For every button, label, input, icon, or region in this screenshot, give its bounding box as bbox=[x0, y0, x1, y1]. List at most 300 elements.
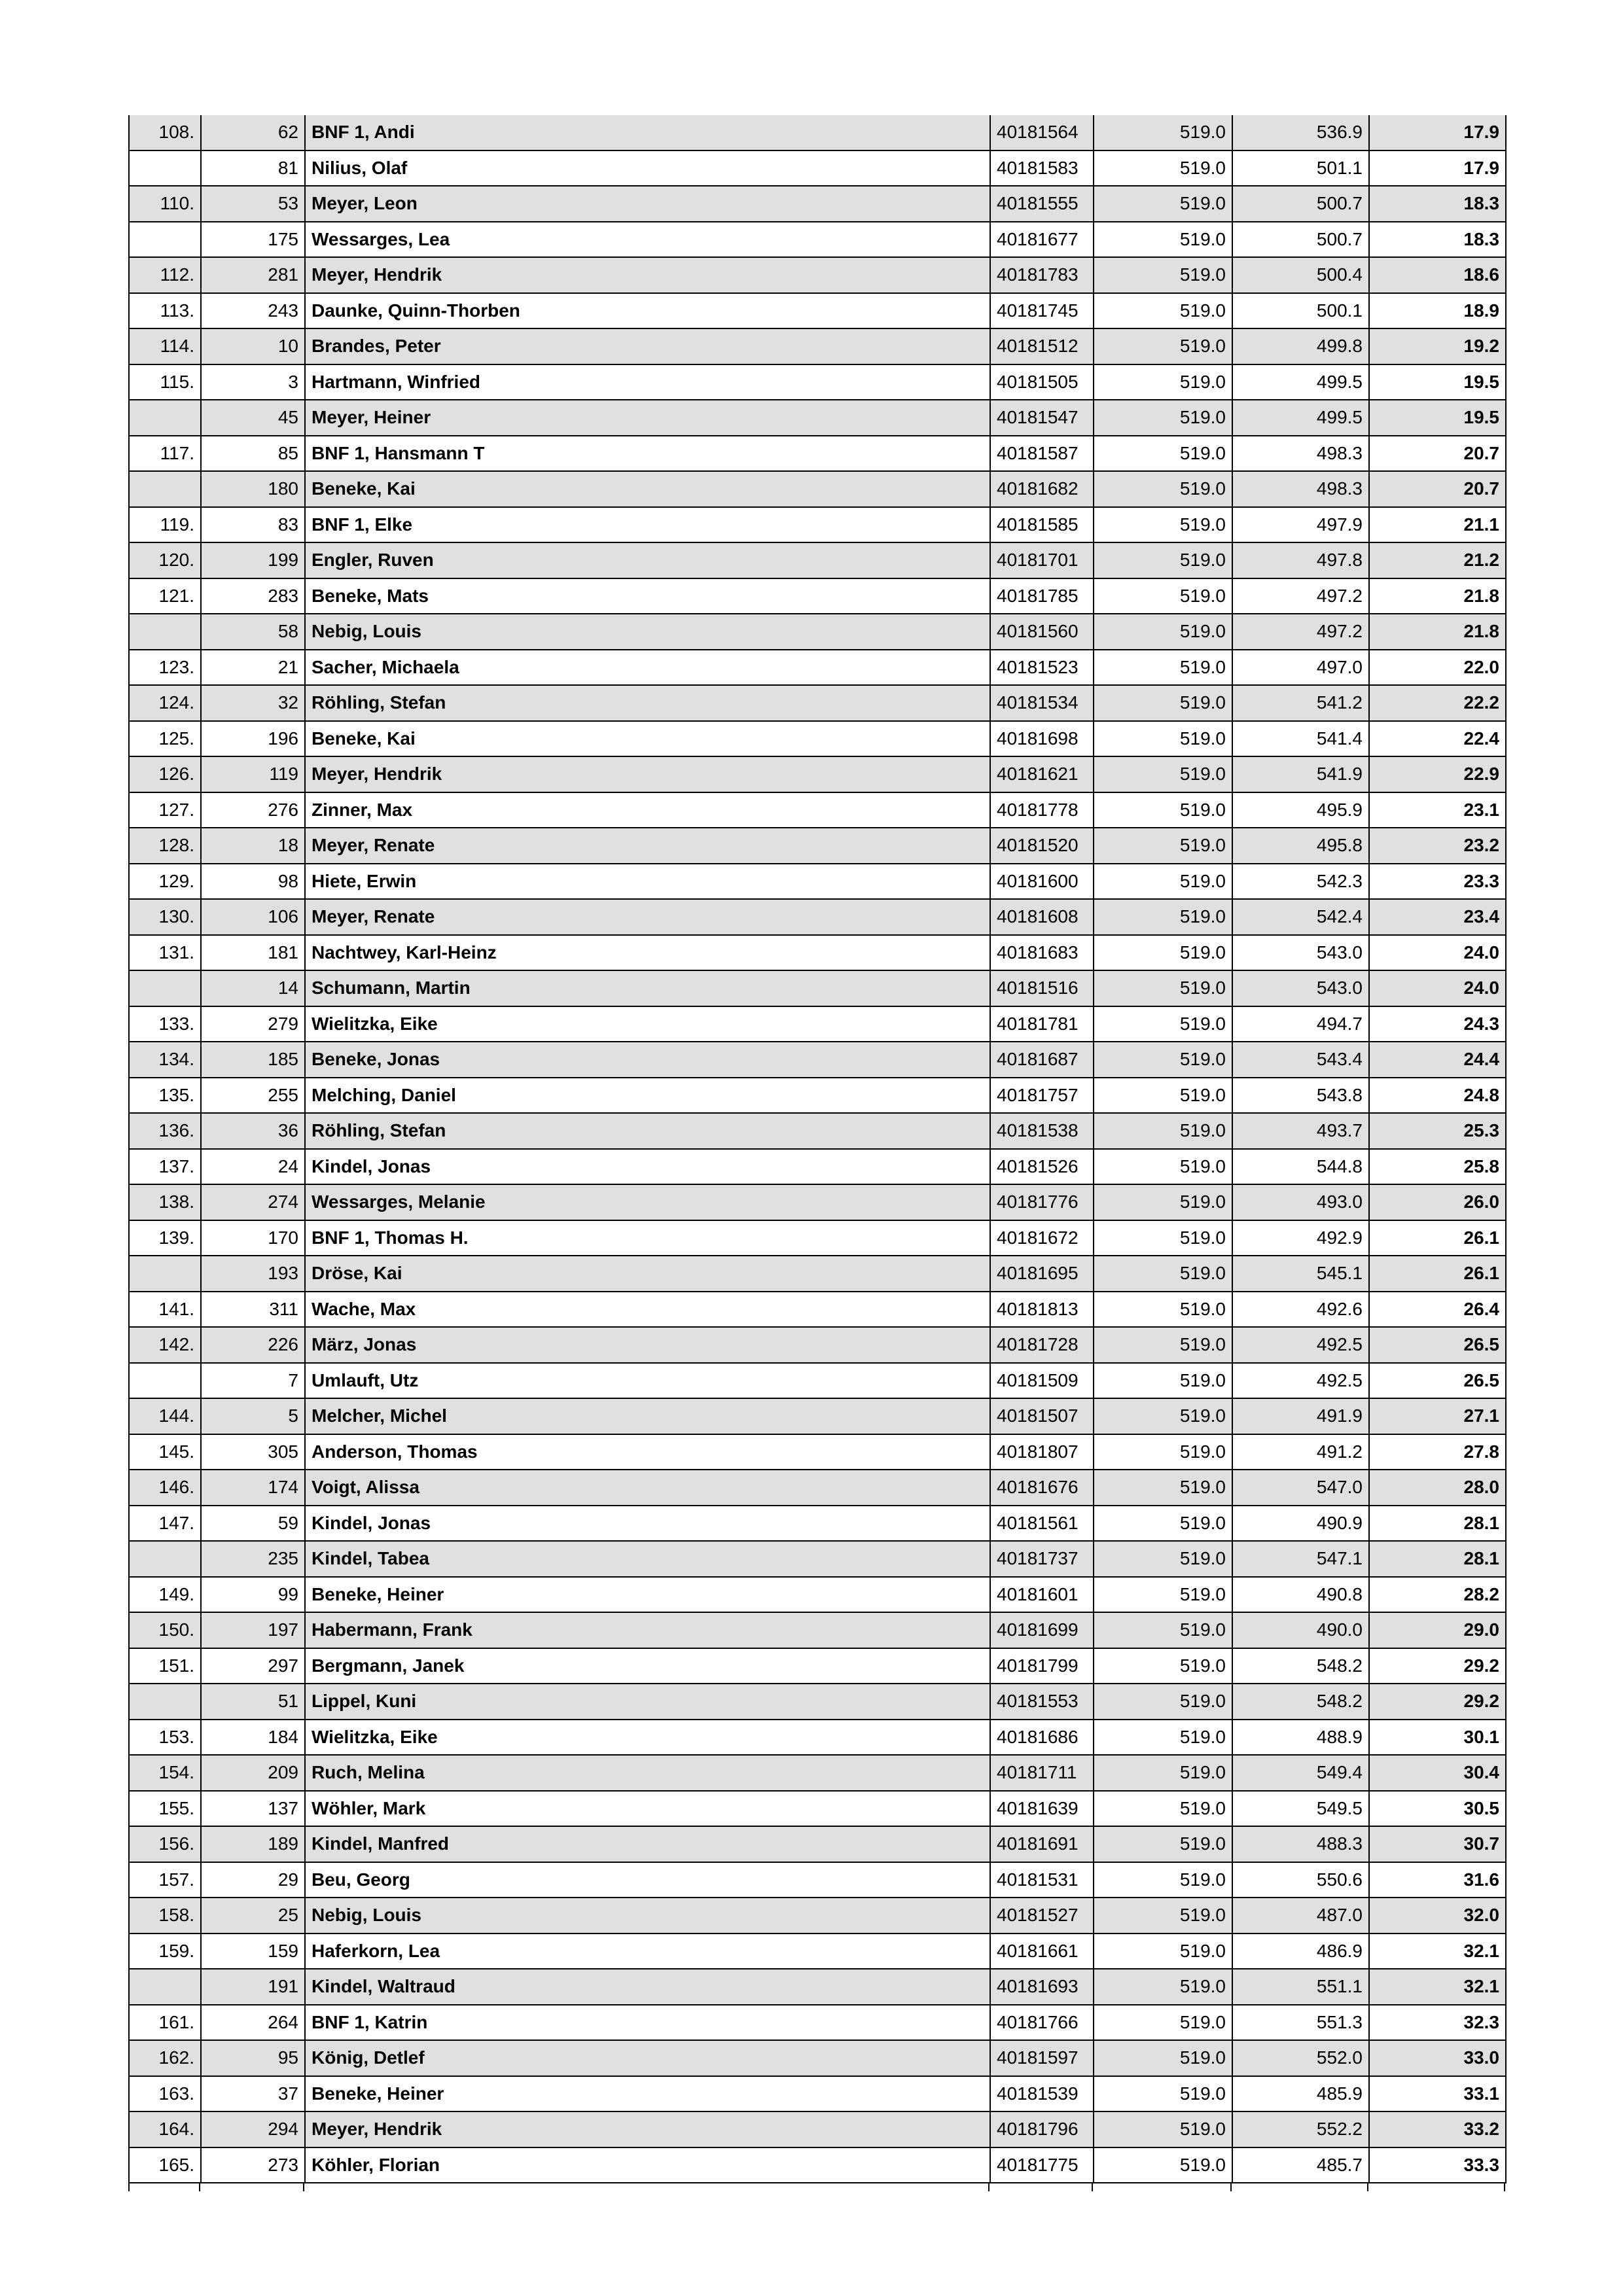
target-value-cell: 519.0 bbox=[1094, 115, 1232, 150]
target-value-cell: 519.0 bbox=[1094, 328, 1232, 364]
member-id-cell: 40181600 bbox=[990, 864, 1094, 900]
start-number-cell: 81 bbox=[201, 150, 305, 186]
start-number-cell: 264 bbox=[201, 2005, 305, 2041]
result-value-cell: 491.9 bbox=[1232, 1398, 1369, 1434]
target-value-cell: 519.0 bbox=[1094, 1826, 1232, 1862]
table-row bbox=[129, 1434, 1506, 1470]
result-value-cell: 492.9 bbox=[1232, 1220, 1369, 1256]
table-row bbox=[129, 1934, 1506, 1969]
name-cell: Wessarges, Lea bbox=[305, 222, 990, 258]
table-row bbox=[129, 364, 1506, 400]
rank-cell: 150. bbox=[129, 1612, 201, 1648]
deviation-cell: 33.2 bbox=[1369, 2111, 1506, 2147]
rank-cell: 142. bbox=[129, 1327, 201, 1363]
name-cell: Wessarges, Melanie bbox=[305, 1184, 990, 1220]
member-id-cell: 40181520 bbox=[990, 828, 1094, 864]
name-cell: März, Jonas bbox=[305, 1327, 990, 1363]
target-value-cell: 519.0 bbox=[1094, 1791, 1232, 1827]
name-cell: Beneke, Jonas bbox=[305, 1042, 990, 1078]
table-row bbox=[129, 1470, 1506, 1506]
deviation-cell: 18.9 bbox=[1369, 293, 1506, 329]
deviation-cell: 26.0 bbox=[1369, 1184, 1506, 1220]
start-number-cell: 36 bbox=[201, 1113, 305, 1149]
deviation-cell: 19.5 bbox=[1369, 400, 1506, 436]
rank-cell: 157. bbox=[129, 1862, 201, 1898]
target-value-cell: 519.0 bbox=[1094, 150, 1232, 186]
start-number-cell: 58 bbox=[201, 614, 305, 650]
member-id-cell: 40181781 bbox=[990, 1006, 1094, 1042]
member-id-cell: 40181796 bbox=[990, 2111, 1094, 2147]
target-value-cell: 519.0 bbox=[1094, 1042, 1232, 1078]
start-number-cell: 209 bbox=[201, 1755, 305, 1791]
result-value-cell: 551.1 bbox=[1232, 1969, 1369, 2005]
name-cell: Daunke, Quinn-Thorben bbox=[305, 293, 990, 329]
table-row bbox=[129, 1184, 1506, 1220]
result-value-cell: 486.9 bbox=[1232, 1934, 1369, 1969]
rank-cell: 155. bbox=[129, 1791, 201, 1827]
name-cell: Lippel, Kuni bbox=[305, 1684, 990, 1720]
rank-cell: 146. bbox=[129, 1470, 201, 1506]
deviation-cell: 31.6 bbox=[1369, 1862, 1506, 1898]
name-cell: BNF 1, Andi bbox=[305, 115, 990, 150]
table-row bbox=[129, 1648, 1506, 1684]
member-id-cell: 40181583 bbox=[990, 150, 1094, 186]
start-number-cell: 5 bbox=[201, 1398, 305, 1434]
start-number-cell: 59 bbox=[201, 1506, 305, 1542]
table-row bbox=[129, 2111, 1506, 2147]
start-number-cell: 24 bbox=[201, 1149, 305, 1185]
result-value-cell: 498.3 bbox=[1232, 436, 1369, 472]
rank-cell: 163. bbox=[129, 2076, 201, 2112]
start-number-cell: 18 bbox=[201, 828, 305, 864]
deviation-cell: 28.0 bbox=[1369, 1470, 1506, 1506]
result-value-cell: 488.9 bbox=[1232, 1720, 1369, 1756]
member-id-cell: 40181807 bbox=[990, 1434, 1094, 1470]
start-number-cell: 199 bbox=[201, 542, 305, 578]
table-row bbox=[129, 507, 1506, 543]
target-value-cell: 519.0 bbox=[1094, 2076, 1232, 2112]
result-value-cell: 500.1 bbox=[1232, 293, 1369, 329]
deviation-cell: 26.1 bbox=[1369, 1256, 1506, 1292]
rank-cell bbox=[129, 1969, 201, 2005]
name-cell: Meyer, Hendrik bbox=[305, 257, 990, 293]
member-id-cell: 40181711 bbox=[990, 1755, 1094, 1791]
member-id-cell: 40181799 bbox=[990, 1648, 1094, 1684]
target-value-cell: 519.0 bbox=[1094, 257, 1232, 293]
rank-cell bbox=[129, 614, 201, 650]
start-number-cell: 175 bbox=[201, 222, 305, 258]
deviation-cell: 26.5 bbox=[1369, 1327, 1506, 1363]
result-value-cell: 493.0 bbox=[1232, 1184, 1369, 1220]
deviation-cell: 21.1 bbox=[1369, 507, 1506, 543]
rank-cell bbox=[129, 970, 201, 1006]
target-value-cell: 519.0 bbox=[1094, 721, 1232, 757]
start-number-cell: 137 bbox=[201, 1791, 305, 1827]
rank-cell: 158. bbox=[129, 1898, 201, 1934]
table-row bbox=[129, 899, 1506, 935]
target-value-cell: 519.0 bbox=[1094, 756, 1232, 792]
member-id-cell: 40181766 bbox=[990, 2005, 1094, 2041]
target-value-cell: 519.0 bbox=[1094, 1862, 1232, 1898]
rank-cell bbox=[129, 150, 201, 186]
start-number-cell: 25 bbox=[201, 1898, 305, 1934]
rank-cell bbox=[129, 471, 201, 507]
member-id-cell: 40181534 bbox=[990, 685, 1094, 721]
rank-cell: 138. bbox=[129, 1184, 201, 1220]
table-row bbox=[129, 1506, 1506, 1542]
table-row bbox=[129, 115, 1506, 150]
start-number-cell: 273 bbox=[201, 2147, 305, 2183]
table-row bbox=[129, 1898, 1506, 1934]
target-value-cell: 519.0 bbox=[1094, 1506, 1232, 1542]
name-cell: BNF 1, Katrin bbox=[305, 2005, 990, 2041]
name-cell: Haferkorn, Lea bbox=[305, 1934, 990, 1969]
table-row bbox=[129, 328, 1506, 364]
result-value-cell: 542.3 bbox=[1232, 864, 1369, 900]
result-value-cell: 543.4 bbox=[1232, 1042, 1369, 1078]
table-row bbox=[129, 721, 1506, 757]
name-cell: Anderson, Thomas bbox=[305, 1434, 990, 1470]
target-value-cell: 519.0 bbox=[1094, 1720, 1232, 1756]
rank-cell: 125. bbox=[129, 721, 201, 757]
deviation-cell: 24.3 bbox=[1369, 1006, 1506, 1042]
start-number-cell: 119 bbox=[201, 756, 305, 792]
name-cell: Nilius, Olaf bbox=[305, 150, 990, 186]
deviation-cell: 23.2 bbox=[1369, 828, 1506, 864]
result-value-cell: 550.6 bbox=[1232, 1862, 1369, 1898]
table-row bbox=[129, 1755, 1506, 1791]
rank-cell bbox=[129, 1363, 201, 1399]
result-value-cell: 497.2 bbox=[1232, 614, 1369, 650]
target-value-cell: 519.0 bbox=[1094, 1612, 1232, 1648]
result-value-cell: 487.0 bbox=[1232, 1898, 1369, 1934]
deviation-cell: 18.6 bbox=[1369, 257, 1506, 293]
result-value-cell: 547.0 bbox=[1232, 1470, 1369, 1506]
deviation-cell: 26.4 bbox=[1369, 1292, 1506, 1328]
result-value-cell: 497.0 bbox=[1232, 650, 1369, 686]
start-number-cell: 276 bbox=[201, 792, 305, 828]
table-row bbox=[129, 1006, 1506, 1042]
start-number-cell: 159 bbox=[201, 1934, 305, 1969]
name-cell: Meyer, Leon bbox=[305, 186, 990, 222]
start-number-cell: 185 bbox=[201, 1042, 305, 1078]
table-row bbox=[129, 1969, 1506, 2005]
result-value-cell: 495.8 bbox=[1232, 828, 1369, 864]
deviation-cell: 33.3 bbox=[1369, 2147, 1506, 2183]
start-number-cell: 174 bbox=[201, 1470, 305, 1506]
member-id-cell: 40181585 bbox=[990, 507, 1094, 543]
deviation-cell: 22.4 bbox=[1369, 721, 1506, 757]
member-id-cell: 40181698 bbox=[990, 721, 1094, 757]
rank-cell: 120. bbox=[129, 542, 201, 578]
name-cell: Kindel, Jonas bbox=[305, 1506, 990, 1542]
start-number-cell: 62 bbox=[201, 115, 305, 150]
target-value-cell: 519.0 bbox=[1094, 828, 1232, 864]
deviation-cell: 18.3 bbox=[1369, 186, 1506, 222]
result-value-cell: 551.3 bbox=[1232, 2005, 1369, 2041]
results-table-body bbox=[129, 115, 1506, 2183]
start-number-cell: 181 bbox=[201, 935, 305, 971]
target-value-cell: 519.0 bbox=[1094, 2040, 1232, 2076]
name-cell: Wielitzka, Eike bbox=[305, 1006, 990, 1042]
member-id-cell: 40181776 bbox=[990, 1184, 1094, 1220]
deviation-cell: 25.8 bbox=[1369, 1149, 1506, 1185]
start-number-cell: 7 bbox=[201, 1363, 305, 1399]
deviation-cell: 30.1 bbox=[1369, 1720, 1506, 1756]
rank-cell: 127. bbox=[129, 792, 201, 828]
target-value-cell: 519.0 bbox=[1094, 400, 1232, 436]
target-value-cell: 519.0 bbox=[1094, 1398, 1232, 1434]
member-id-cell: 40181757 bbox=[990, 1078, 1094, 1114]
rank-cell: 124. bbox=[129, 685, 201, 721]
target-value-cell: 519.0 bbox=[1094, 1149, 1232, 1185]
member-id-cell: 40181597 bbox=[990, 2040, 1094, 2076]
start-number-cell: 180 bbox=[201, 471, 305, 507]
result-value-cell: 485.7 bbox=[1232, 2147, 1369, 2183]
member-id-cell: 40181564 bbox=[990, 115, 1094, 150]
rank-cell: 139. bbox=[129, 1220, 201, 1256]
member-id-cell: 40181783 bbox=[990, 257, 1094, 293]
member-id-cell: 40181775 bbox=[990, 2147, 1094, 2183]
rank-cell: 141. bbox=[129, 1292, 201, 1328]
result-value-cell: 543.0 bbox=[1232, 970, 1369, 1006]
name-cell: Engler, Ruven bbox=[305, 542, 990, 578]
name-cell: Dröse, Kai bbox=[305, 1256, 990, 1292]
rank-cell bbox=[129, 1684, 201, 1720]
member-id-cell: 40181693 bbox=[990, 1969, 1094, 2005]
table-row bbox=[129, 222, 1506, 258]
start-number-cell: 45 bbox=[201, 400, 305, 436]
start-number-cell: 184 bbox=[201, 1720, 305, 1756]
deviation-cell: 26.1 bbox=[1369, 1220, 1506, 1256]
target-value-cell: 519.0 bbox=[1094, 1648, 1232, 1684]
start-number-cell: 14 bbox=[201, 970, 305, 1006]
table-row bbox=[129, 685, 1506, 721]
name-cell: Wielitzka, Eike bbox=[305, 1720, 990, 1756]
member-id-cell: 40181785 bbox=[990, 578, 1094, 614]
name-cell: Zinner, Max bbox=[305, 792, 990, 828]
rank-cell: 145. bbox=[129, 1434, 201, 1470]
deviation-cell: 32.1 bbox=[1369, 1934, 1506, 1969]
target-value-cell: 519.0 bbox=[1094, 1292, 1232, 1328]
target-value-cell: 519.0 bbox=[1094, 970, 1232, 1006]
start-number-cell: 305 bbox=[201, 1434, 305, 1470]
name-cell: Röhling, Stefan bbox=[305, 685, 990, 721]
member-id-cell: 40181523 bbox=[990, 650, 1094, 686]
deviation-cell: 33.1 bbox=[1369, 2076, 1506, 2112]
rank-cell: 159. bbox=[129, 1934, 201, 1969]
rank-cell: 128. bbox=[129, 828, 201, 864]
deviation-cell: 23.4 bbox=[1369, 899, 1506, 935]
table-row bbox=[129, 1720, 1506, 1756]
target-value-cell: 519.0 bbox=[1094, 792, 1232, 828]
rank-cell: 149. bbox=[129, 1577, 201, 1613]
member-id-cell: 40181553 bbox=[990, 1684, 1094, 1720]
target-value-cell: 519.0 bbox=[1094, 2111, 1232, 2147]
target-value-cell: 519.0 bbox=[1094, 1078, 1232, 1114]
result-value-cell: 497.9 bbox=[1232, 507, 1369, 543]
deviation-cell: 21.2 bbox=[1369, 542, 1506, 578]
rank-cell bbox=[129, 222, 201, 258]
deviation-cell: 22.9 bbox=[1369, 756, 1506, 792]
target-value-cell: 519.0 bbox=[1094, 1434, 1232, 1470]
result-value-cell: 552.2 bbox=[1232, 2111, 1369, 2147]
result-value-cell: 549.4 bbox=[1232, 1755, 1369, 1791]
target-value-cell: 519.0 bbox=[1094, 578, 1232, 614]
rank-cell bbox=[129, 1256, 201, 1292]
start-number-cell: 281 bbox=[201, 257, 305, 293]
start-number-cell: 297 bbox=[201, 1648, 305, 1684]
name-cell: Hartmann, Winfried bbox=[305, 364, 990, 400]
target-value-cell: 519.0 bbox=[1094, 650, 1232, 686]
target-value-cell: 519.0 bbox=[1094, 935, 1232, 971]
rank-cell: 130. bbox=[129, 899, 201, 935]
name-cell: Umlauft, Utz bbox=[305, 1363, 990, 1399]
deviation-cell: 30.5 bbox=[1369, 1791, 1506, 1827]
result-value-cell: 485.9 bbox=[1232, 2076, 1369, 2112]
deviation-cell: 28.1 bbox=[1369, 1506, 1506, 1542]
start-number-cell: 53 bbox=[201, 186, 305, 222]
table-row bbox=[129, 1791, 1506, 1827]
table-row bbox=[129, 1113, 1506, 1149]
name-cell: Voigt, Alissa bbox=[305, 1470, 990, 1506]
start-number-cell: 29 bbox=[201, 1862, 305, 1898]
deviation-cell: 24.0 bbox=[1369, 935, 1506, 971]
table-row bbox=[129, 400, 1506, 436]
rank-cell: 161. bbox=[129, 2005, 201, 2041]
result-value-cell: 494.7 bbox=[1232, 1006, 1369, 1042]
start-number-cell: 85 bbox=[201, 436, 305, 472]
rank-cell: 121. bbox=[129, 578, 201, 614]
target-value-cell: 519.0 bbox=[1094, 2147, 1232, 2183]
name-cell: Hiete, Erwin bbox=[305, 864, 990, 900]
result-value-cell: 497.8 bbox=[1232, 542, 1369, 578]
start-number-cell: 98 bbox=[201, 864, 305, 900]
deviation-cell: 24.8 bbox=[1369, 1078, 1506, 1114]
name-cell: Köhler, Florian bbox=[305, 2147, 990, 2183]
member-id-cell: 40181509 bbox=[990, 1363, 1094, 1399]
start-number-cell: 51 bbox=[201, 1684, 305, 1720]
member-id-cell: 40181676 bbox=[990, 1470, 1094, 1506]
result-value-cell: 492.6 bbox=[1232, 1292, 1369, 1328]
result-value-cell: 495.9 bbox=[1232, 792, 1369, 828]
rank-cell: 110. bbox=[129, 186, 201, 222]
table-row bbox=[129, 2005, 1506, 2041]
result-value-cell: 500.7 bbox=[1232, 222, 1369, 258]
member-id-cell: 40181661 bbox=[990, 1934, 1094, 1969]
table-row bbox=[129, 1862, 1506, 1898]
target-value-cell: 519.0 bbox=[1094, 1220, 1232, 1256]
rank-cell: 162. bbox=[129, 2040, 201, 2076]
target-value-cell: 519.0 bbox=[1094, 1470, 1232, 1506]
start-number-cell: 106 bbox=[201, 899, 305, 935]
rank-cell: 136. bbox=[129, 1113, 201, 1149]
name-cell: Meyer, Renate bbox=[305, 828, 990, 864]
name-cell: Röhling, Stefan bbox=[305, 1113, 990, 1149]
name-cell: Brandes, Peter bbox=[305, 328, 990, 364]
table-row bbox=[129, 1256, 1506, 1292]
start-number-cell: 21 bbox=[201, 650, 305, 686]
target-value-cell: 519.0 bbox=[1094, 1684, 1232, 1720]
start-number-cell: 3 bbox=[201, 364, 305, 400]
target-value-cell: 519.0 bbox=[1094, 293, 1232, 329]
target-value-cell: 519.0 bbox=[1094, 1898, 1232, 1934]
target-value-cell: 519.0 bbox=[1094, 1256, 1232, 1292]
deviation-cell: 22.0 bbox=[1369, 650, 1506, 686]
target-value-cell: 519.0 bbox=[1094, 685, 1232, 721]
target-value-cell: 519.0 bbox=[1094, 507, 1232, 543]
name-cell: BNF 1, Thomas H. bbox=[305, 1220, 990, 1256]
start-number-cell: 170 bbox=[201, 1220, 305, 1256]
name-cell: Kindel, Jonas bbox=[305, 1149, 990, 1185]
target-value-cell: 519.0 bbox=[1094, 864, 1232, 900]
deviation-cell: 23.1 bbox=[1369, 792, 1506, 828]
member-id-cell: 40181699 bbox=[990, 1612, 1094, 1648]
table-row bbox=[129, 1220, 1506, 1256]
table-row bbox=[129, 970, 1506, 1006]
member-id-cell: 40181691 bbox=[990, 1826, 1094, 1862]
target-value-cell: 519.0 bbox=[1094, 2005, 1232, 2041]
name-cell: Kindel, Tabea bbox=[305, 1541, 990, 1577]
deviation-cell: 19.2 bbox=[1369, 328, 1506, 364]
result-value-cell: 543.0 bbox=[1232, 935, 1369, 971]
name-cell: Meyer, Hendrik bbox=[305, 2111, 990, 2147]
member-id-cell: 40181672 bbox=[990, 1220, 1094, 1256]
deviation-cell: 19.5 bbox=[1369, 364, 1506, 400]
table-row bbox=[129, 1684, 1506, 1720]
rank-cell: 117. bbox=[129, 436, 201, 472]
name-cell: Beneke, Kai bbox=[305, 471, 990, 507]
deviation-cell: 23.3 bbox=[1369, 864, 1506, 900]
member-id-cell: 40181531 bbox=[990, 1862, 1094, 1898]
deviation-cell: 28.2 bbox=[1369, 1577, 1506, 1613]
name-cell: Meyer, Hendrik bbox=[305, 756, 990, 792]
table-row bbox=[129, 1292, 1506, 1328]
table-row bbox=[129, 2076, 1506, 2112]
member-id-cell: 40181686 bbox=[990, 1720, 1094, 1756]
results-table bbox=[128, 115, 1507, 2183]
result-value-cell: 490.0 bbox=[1232, 1612, 1369, 1648]
rank-cell: 151. bbox=[129, 1648, 201, 1684]
start-number-cell: 294 bbox=[201, 2111, 305, 2147]
start-number-cell: 196 bbox=[201, 721, 305, 757]
table-row bbox=[129, 542, 1506, 578]
result-value-cell: 491.2 bbox=[1232, 1434, 1369, 1470]
start-number-cell: 193 bbox=[201, 1256, 305, 1292]
deviation-cell: 21.8 bbox=[1369, 614, 1506, 650]
name-cell: Bergmann, Janek bbox=[305, 1648, 990, 1684]
rank-cell: 115. bbox=[129, 364, 201, 400]
rank-cell bbox=[129, 1541, 201, 1577]
target-value-cell: 519.0 bbox=[1094, 614, 1232, 650]
name-cell: BNF 1, Hansmann T bbox=[305, 436, 990, 472]
start-number-cell: 189 bbox=[201, 1826, 305, 1862]
member-id-cell: 40181701 bbox=[990, 542, 1094, 578]
member-id-cell: 40181639 bbox=[990, 1791, 1094, 1827]
table-row bbox=[129, 828, 1506, 864]
deviation-cell: 29.0 bbox=[1369, 1612, 1506, 1648]
table-row bbox=[129, 1327, 1506, 1363]
target-value-cell: 519.0 bbox=[1094, 471, 1232, 507]
start-number-cell: 37 bbox=[201, 2076, 305, 2112]
rank-cell: 131. bbox=[129, 935, 201, 971]
name-cell: Beneke, Kai bbox=[305, 721, 990, 757]
member-id-cell: 40181539 bbox=[990, 2076, 1094, 2112]
table-row bbox=[129, 2040, 1506, 2076]
name-cell: Kindel, Manfred bbox=[305, 1826, 990, 1862]
member-id-cell: 40181547 bbox=[990, 400, 1094, 436]
member-id-cell: 40181505 bbox=[990, 364, 1094, 400]
